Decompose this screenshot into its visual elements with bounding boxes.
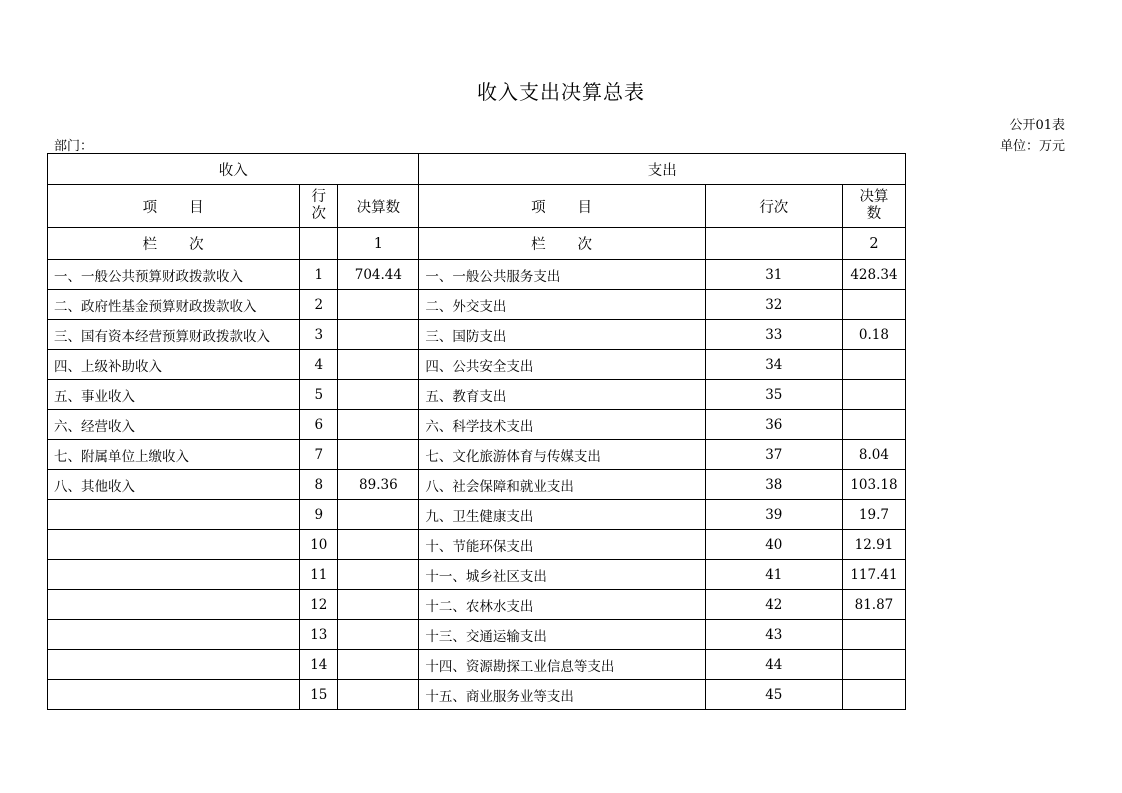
income-row-no-cell: 1: [300, 260, 338, 290]
expense-row-no-cell: 44: [705, 650, 842, 680]
expense-row-no-header: 行次: [705, 185, 842, 228]
column-label-right: 栏 次: [419, 228, 705, 260]
income-amount-cell: [338, 530, 419, 560]
column-header-row: [48, 185, 906, 228]
income-amount-cell: 89.36: [338, 470, 419, 500]
expense-section-header: 支出: [419, 154, 906, 185]
expense-amount-cell: 0.18: [842, 320, 905, 350]
expense-amount-header: [842, 185, 905, 228]
table-row: [48, 260, 906, 290]
expense-amount-cell: 117.41: [842, 560, 905, 590]
income-amount-cell: [338, 320, 419, 350]
income-row-no-cell: 14: [300, 650, 338, 680]
expense-row-no-cell: 36: [705, 410, 842, 440]
income-amount-cell: 704.44: [338, 260, 419, 290]
table-row: [48, 530, 906, 560]
expense-item-cell: 十、节能环保支出: [419, 530, 705, 560]
income-amount-cell: [338, 620, 419, 650]
expense-amount-cell: 8.04: [842, 440, 905, 470]
expense-item-cell: 九、卫生健康支出: [419, 500, 705, 530]
table-row: [48, 560, 906, 590]
income-row-no-cell: 10: [300, 530, 338, 560]
expense-item-cell: 六、科学技术支出: [419, 410, 705, 440]
income-row-no-cell: 11: [300, 560, 338, 590]
expense-item-header: 项 目: [419, 185, 705, 228]
expense-row-no-cell: 42: [705, 590, 842, 620]
form-number: 公开01表: [1009, 118, 1065, 133]
expense-row-no-cell: 34: [705, 350, 842, 380]
table-row: [48, 410, 906, 440]
column-label-left: 栏 次: [48, 228, 300, 260]
income-row-no-cell: 13: [300, 620, 338, 650]
income-item-cell: [48, 560, 300, 590]
expense-item-cell: 三、国防支出: [419, 320, 705, 350]
expense-item-cell: 八、社会保障和就业支出: [419, 470, 705, 500]
expense-item-cell: 七、文化旅游体育与传媒支出: [419, 440, 705, 470]
unit-label: 单位：万元: [999, 139, 1065, 154]
section-header-row: [48, 154, 906, 185]
income-item-cell: 八、其他收入: [48, 470, 300, 500]
income-row-no-cell: 8: [300, 470, 338, 500]
income-row-no-cell: 9: [300, 500, 338, 530]
income-row-no-cell: 15: [300, 680, 338, 710]
column-number-row: [48, 228, 906, 260]
income-item-cell: [48, 620, 300, 650]
income-amount-cell: [338, 380, 419, 410]
expense-row-no-cell: 43: [705, 620, 842, 650]
table-body: [48, 260, 906, 710]
expense-item-cell: 一、一般公共服务支出: [419, 260, 705, 290]
expense-item-cell: 五、教育支出: [419, 380, 705, 410]
expense-item-cell: 二、外交支出: [419, 290, 705, 320]
column-blank-left: [300, 228, 338, 260]
expense-amount-cell: 428.34: [842, 260, 905, 290]
income-amount-cell: [338, 590, 419, 620]
expense-item-cell: 十三、交通运输支出: [419, 620, 705, 650]
income-row-no-cell: 12: [300, 590, 338, 620]
income-item-cell: [48, 590, 300, 620]
income-item-cell: [48, 500, 300, 530]
income-item-cell: [48, 680, 300, 710]
table-row: [48, 290, 906, 320]
expense-row-no-cell: 38: [705, 470, 842, 500]
expense-item-cell: 十四、资源勘探工业信息等支出: [419, 650, 705, 680]
table-row: [48, 440, 906, 470]
income-item-cell: [48, 530, 300, 560]
income-amount-cell: [338, 500, 419, 530]
income-amount-header: 决算数: [338, 185, 419, 228]
income-item-cell: 二、政府性基金预算财政拨款收入: [48, 290, 300, 320]
expense-amount-cell: 81.87: [842, 590, 905, 620]
table-row: [48, 320, 906, 350]
income-amount-cell: [338, 350, 419, 380]
income-amount-cell: [338, 680, 419, 710]
expense-amount-header-line2: 数: [866, 206, 882, 222]
expense-amount-cell: 12.91: [842, 530, 905, 560]
income-amount-cell: [338, 560, 419, 590]
income-item-header: 项 目: [48, 185, 300, 228]
table-row: [48, 380, 906, 410]
expense-row-no-cell: 31: [705, 260, 842, 290]
table-row: [48, 500, 906, 530]
expense-row-no-cell: 33: [705, 320, 842, 350]
income-item-cell: 五、事业收入: [48, 380, 300, 410]
income-amount-cell: [338, 410, 419, 440]
income-row-no-cell: 6: [300, 410, 338, 440]
income-expense-table: [47, 153, 906, 710]
expense-row-no-cell: 45: [705, 680, 842, 710]
expense-amount-cell: [842, 410, 905, 440]
expense-amount-cell: 19.7: [842, 500, 905, 530]
table-row: [48, 350, 906, 380]
income-row-no-cell: 7: [300, 440, 338, 470]
income-amount-cell: [338, 650, 419, 680]
income-item-cell: 七、附属单位上缴收入: [48, 440, 300, 470]
expense-amount-header-line1: 决算: [859, 189, 889, 205]
income-row-no-header-line1: 行: [311, 189, 327, 205]
income-amount-cell: [338, 440, 419, 470]
expense-amount-cell: [842, 290, 905, 320]
income-item-cell: 六、经营收入: [48, 410, 300, 440]
expense-item-cell: 十二、农林水支出: [419, 590, 705, 620]
department-label: 部门：: [54, 139, 94, 154]
table-row: [48, 590, 906, 620]
income-section-header: 收入: [48, 154, 419, 185]
income-row-no-cell: 2: [300, 290, 338, 320]
income-row-no-cell: 3: [300, 320, 338, 350]
expense-row-no-cell: 40: [705, 530, 842, 560]
page-title: 收入支出决算总表: [477, 80, 645, 104]
expense-row-no-cell: 37: [705, 440, 842, 470]
income-row-no-header: [300, 185, 338, 228]
income-amount-cell: [338, 290, 419, 320]
income-item-cell: 一、一般公共预算财政拨款收入: [48, 260, 300, 290]
expense-row-no-cell: 32: [705, 290, 842, 320]
expense-item-cell: 四、公共安全支出: [419, 350, 705, 380]
income-column-number: 1: [338, 228, 419, 260]
income-item-cell: 三、国有资本经营预算财政拨款收入: [48, 320, 300, 350]
income-item-cell: 四、上级补助收入: [48, 350, 300, 380]
expense-item-cell: 十五、商业服务业等支出: [419, 680, 705, 710]
table-row: [48, 680, 906, 710]
expense-item-cell: 十一、城乡社区支出: [419, 560, 705, 590]
expense-amount-cell: [842, 350, 905, 380]
expense-amount-cell: 103.18: [842, 470, 905, 500]
table-row: [48, 650, 906, 680]
expense-row-no-cell: 35: [705, 380, 842, 410]
column-blank-right: [705, 228, 842, 260]
income-item-cell: [48, 650, 300, 680]
expense-row-no-cell: 39: [705, 500, 842, 530]
expense-amount-cell: [842, 650, 905, 680]
expense-row-no-cell: 41: [705, 560, 842, 590]
expense-column-number: 2: [842, 228, 905, 260]
expense-amount-cell: [842, 620, 905, 650]
expense-amount-cell: [842, 380, 905, 410]
income-row-no-cell: 5: [300, 380, 338, 410]
income-row-no-header-line2: 次: [311, 206, 327, 222]
income-row-no-cell: 4: [300, 350, 338, 380]
table-row: [48, 470, 906, 500]
expense-amount-cell: [842, 680, 905, 710]
table-row: [48, 620, 906, 650]
